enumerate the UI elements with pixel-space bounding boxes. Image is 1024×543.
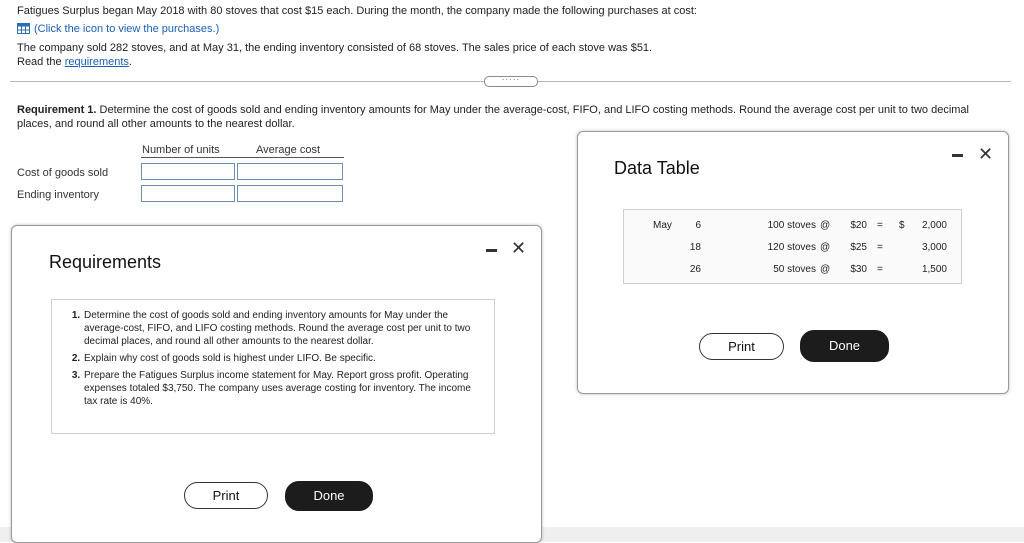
header-underline xyxy=(141,157,344,158)
intro-line-1: Fatigues Surplus began May 2018 with 80 stoves that cost $15 each. During the month, the company made the following purchases at cost: xyxy=(17,5,697,17)
at-cell: @ xyxy=(820,220,831,231)
data-table-dialog-title: Data Table xyxy=(614,158,700,178)
at-cell: @ xyxy=(820,264,831,275)
equals-cell: = xyxy=(877,220,883,231)
cogs-average-cost-input[interactable] xyxy=(237,163,343,180)
requirements-dialog-title: Requirements xyxy=(49,252,162,272)
requirements-dialog xyxy=(11,225,542,543)
close-icon[interactable]: ✕ xyxy=(978,144,994,164)
intro-line-2: The company sold 282 stoves, and at May 31, the ending inventory consisted of 68 stoves. The sales price of each stove was $51. xyxy=(17,42,653,54)
qty-cell: 50 stoves xyxy=(773,264,816,275)
qty-cell: 120 stoves xyxy=(767,242,816,253)
column-header-units: Number of units xyxy=(142,144,220,156)
total-cell: 1,500 xyxy=(921,264,947,275)
purchases-table xyxy=(623,209,962,284)
row-label-cogs: Cost of goods sold xyxy=(17,167,109,179)
requirement-item-2: 2. Explain why cost of goods sold is highest under LIFO. Be specific. xyxy=(83,352,484,365)
total-cell: 3,000 xyxy=(921,242,947,253)
price-cell: $30 xyxy=(850,264,867,275)
day-cell: 26 xyxy=(689,264,701,275)
requirements-link[interactable]: requirements xyxy=(64,56,129,68)
day-cell: 18 xyxy=(689,242,701,253)
month-cell: May xyxy=(653,220,672,231)
cogs-units-input[interactable] xyxy=(141,163,235,180)
close-icon[interactable]: ✕ xyxy=(511,238,527,258)
minimize-icon[interactable] xyxy=(952,154,963,157)
ending-inventory-average-cost-input[interactable] xyxy=(237,185,343,202)
price-cell: $20 xyxy=(850,220,867,231)
minimize-icon[interactable] xyxy=(486,249,497,252)
day-cell: 6 xyxy=(695,220,701,231)
requirements-done-button[interactable]: Done xyxy=(285,481,373,511)
requirements-print-button[interactable]: Print xyxy=(184,482,268,509)
at-cell: @ xyxy=(820,242,831,253)
requirements-list xyxy=(52,309,494,408)
requirement-item-1: 1. Determine the cost of goods sold and ending inventory amounts for May under the average-cost, FIFO, and LIFO costing methods. Round the average cost per unit to two decimal places, and round all other amounts to the nearest dollar. xyxy=(83,309,484,348)
equals-cell: = xyxy=(877,264,883,275)
requirement-item-3: 3. Prepare the Fatigues Surplus income statement for May. Report gross profit. Operating expenses totaled $3,750. The company uses average costing for inventory. The income tax rate is 40%. xyxy=(83,369,484,408)
total-cell: 2,000 xyxy=(921,220,947,231)
column-header-average-cost: Average cost xyxy=(256,144,321,156)
equals-cell: = xyxy=(877,242,883,253)
data-table-print-button[interactable]: Print xyxy=(699,333,784,360)
expand-toggle-button[interactable]: ····· xyxy=(484,76,538,87)
qty-cell: 100 stoves xyxy=(767,220,816,231)
requirement-1-text xyxy=(17,103,987,131)
requirement-1-body: Determine the cost of goods sold and ending inventory amounts for May under the average-cost, FIFO, and LIFO costing methods. Round the average cost per unit to two decimal places, and round all other amounts to the nearest dollar. xyxy=(17,104,969,130)
row-label-ending-inventory: Ending inventory xyxy=(17,189,99,201)
data-table-done-button[interactable]: Done xyxy=(800,330,889,362)
read-prefix: Read the xyxy=(17,56,65,68)
purchases-link-text[interactable]: (Click the icon to view the purchases.) xyxy=(34,23,220,35)
read-suffix: . xyxy=(128,56,132,68)
ending-inventory-units-input[interactable] xyxy=(141,185,235,202)
data-table-dialog xyxy=(577,131,1009,394)
price-cell: $25 xyxy=(850,242,867,253)
currency-cell: $ xyxy=(899,220,905,231)
requirement-1-label: Requirement 1. xyxy=(17,104,97,116)
purchases-link-row[interactable] xyxy=(17,23,219,35)
table-icon[interactable] xyxy=(17,23,30,34)
requirements-list-box xyxy=(51,299,495,434)
read-requirements-row xyxy=(17,56,132,68)
